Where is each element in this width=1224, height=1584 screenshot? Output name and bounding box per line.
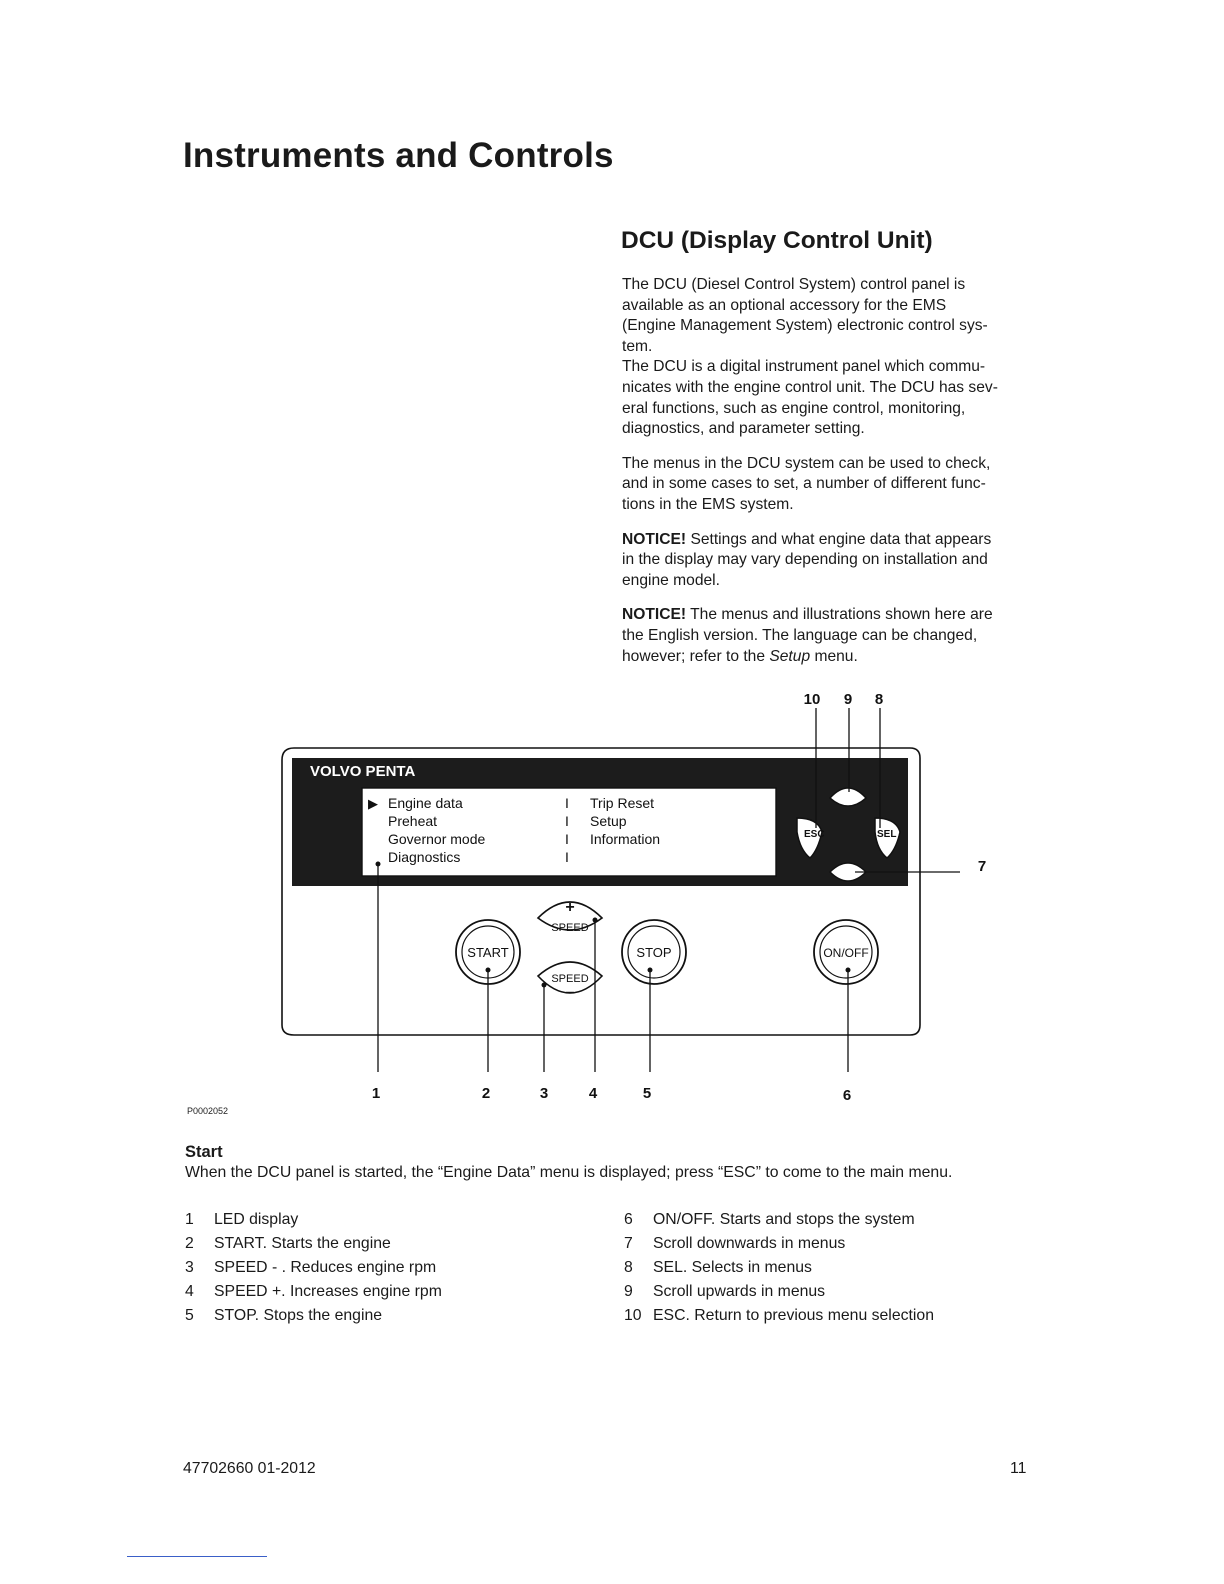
brand-logo: VOLVO PENTA <box>310 763 416 780</box>
legend-list-left <box>185 1208 442 1328</box>
legend-number: 5 <box>185 1307 194 1324</box>
legend-number: 4 <box>185 1283 194 1300</box>
notice-text: menu. <box>810 647 858 665</box>
section-heading: DCU (Display Control Unit) <box>621 227 933 254</box>
legend-item <box>624 1232 934 1256</box>
speed-down-label: SPEED <box>551 973 589 985</box>
menu-item-governor-mode: Governor mode <box>388 831 486 847</box>
legend-number: 1 <box>185 1211 194 1228</box>
legend-item <box>185 1280 442 1304</box>
dcu-panel-diagram <box>270 680 1000 1120</box>
menu-item-diagnostics: Diagnostics <box>388 849 461 865</box>
callout-2: 2 <box>481 1085 491 1102</box>
legend-text: SPEED +. Increases engine rpm <box>214 1283 442 1300</box>
text-line: the English version. The language can be changed, <box>622 626 978 644</box>
legend-number: 2 <box>185 1235 194 1252</box>
callout-4: 4 <box>588 1085 598 1102</box>
minus-label: − <box>565 985 575 1002</box>
esc-label: ESC <box>804 829 825 840</box>
onoff-label: ON/OFF <box>823 946 869 960</box>
text-line <box>622 605 1037 626</box>
plus-label: + <box>565 899 575 916</box>
text-line: tions in the EMS system. <box>622 495 794 513</box>
notice-text: Settings and what engine data that appears <box>686 530 992 548</box>
leader-dot <box>593 918 598 923</box>
legend-number: 3 <box>185 1259 194 1276</box>
leader-dot <box>376 862 381 867</box>
text-line: and in some cases to set, a number of different func- <box>622 475 986 493</box>
legend-item <box>185 1208 442 1232</box>
footer-document-number: 47702660 01-2012 <box>183 1460 316 1477</box>
legend-text: SPEED - . Reduces engine rpm <box>214 1259 437 1276</box>
callout-10: 10 <box>803 691 821 708</box>
text-line: (Engine Management System) electronic control sys- <box>622 317 988 335</box>
legend-text: STOP. Stops the engine <box>214 1307 383 1324</box>
menu-item-preheat: Preheat <box>388 813 438 829</box>
legend-number: 9 <box>624 1283 633 1300</box>
menu-item-information: Information <box>590 831 661 847</box>
text-line: eral functions, such as engine control, monitoring, <box>622 399 966 417</box>
legend-item <box>185 1232 442 1256</box>
intro-paragraph-2 <box>622 454 1037 516</box>
footer-page-number: 11 <box>1010 1460 1027 1477</box>
leader-dot <box>542 983 547 988</box>
legend-text: ON/OFF. Starts and stops the system <box>653 1211 915 1228</box>
legend-item <box>624 1280 934 1304</box>
menu-cursor: ▶ <box>368 796 378 811</box>
text-line: engine model. <box>622 571 720 589</box>
menu-separator: I <box>565 849 569 865</box>
speed-up-label: SPEED <box>551 922 589 934</box>
legend-text: START. Starts the engine <box>214 1235 391 1252</box>
menu-item-trip-reset: Trip Reset <box>590 795 655 811</box>
text-line <box>622 530 1037 551</box>
legend-text: Scroll downwards in menus <box>653 1235 846 1252</box>
sel-label: SEL <box>877 829 897 840</box>
legend-item <box>624 1304 934 1328</box>
text-line: diagnostics, and parameter setting. <box>622 420 865 438</box>
legend-text: Scroll upwards in menus <box>653 1283 826 1300</box>
legend-item <box>185 1256 442 1280</box>
legend-list-right <box>624 1208 934 1328</box>
legend-text: LED display <box>214 1211 299 1228</box>
page-heading: Instruments and Controls <box>183 136 614 175</box>
menu-item-setup: Setup <box>590 813 627 829</box>
setup-menu-reference: Setup <box>769 647 811 665</box>
legend-text: SEL. Selects in menus <box>653 1259 812 1276</box>
dcu-panel-figure <box>270 680 1000 1120</box>
intro-paragraph-1 <box>622 275 1037 440</box>
text-line: nicates with the engine control unit. The DCU has sev- <box>622 378 998 396</box>
text-line: The menus in the DCU system can be used to check, <box>622 454 991 472</box>
notice-1 <box>622 530 1037 592</box>
stop-label: STOP <box>636 945 672 960</box>
legend-item <box>624 1208 934 1232</box>
callout-5: 5 <box>642 1085 652 1102</box>
legend-text: ESC. Return to previous menu selection <box>653 1307 934 1324</box>
text-line: tem. <box>622 337 653 355</box>
legend-item <box>624 1256 934 1280</box>
callout-6: 6 <box>842 1087 852 1104</box>
start-heading: Start <box>185 1143 223 1161</box>
text-line <box>622 647 1037 668</box>
callout-1: 1 <box>371 1085 381 1102</box>
menu-separator: I <box>565 831 569 847</box>
start-text: When the DCU panel is started, the “Engine Data” menu is displayed; press “ESC” to come to the main menu. <box>185 1164 953 1181</box>
intro-text <box>622 275 1037 681</box>
text-line: available as an optional accessory for the EMS <box>622 296 947 314</box>
text-line: in the display may vary depending on installation and <box>622 551 988 569</box>
figure-id: P0002052 <box>187 1106 229 1116</box>
text-line: The DCU (Diesel Control System) control panel is <box>622 276 966 293</box>
callout-9: 9 <box>843 691 853 708</box>
menu-separator: I <box>565 795 569 811</box>
legend-number: 6 <box>624 1211 633 1228</box>
notice-text: The menus and illustrations shown here are <box>686 606 993 624</box>
menu-item-engine-data: Engine data <box>388 795 463 811</box>
start-label: START <box>467 945 509 960</box>
callout-7: 7 <box>977 858 987 875</box>
leader-dot <box>846 968 851 973</box>
callout-3: 3 <box>539 1085 549 1102</box>
notice-2 <box>622 605 1037 667</box>
notice-label: NOTICE! <box>622 530 687 548</box>
legend-number: 7 <box>624 1235 633 1252</box>
menu-separator: I <box>565 813 569 829</box>
notice-label: NOTICE! <box>622 606 687 624</box>
legend-item <box>185 1304 442 1328</box>
legend-number: 8 <box>624 1259 633 1276</box>
bottom-rule <box>127 1556 267 1557</box>
leader-dot <box>648 968 653 973</box>
notice-text: however; refer to the <box>622 647 770 665</box>
leader-dot <box>486 968 491 973</box>
text-line: The DCU is a digital instrument panel which commu- <box>622 358 986 376</box>
legend-number: 10 <box>624 1307 642 1324</box>
callout-8: 8 <box>874 691 884 708</box>
